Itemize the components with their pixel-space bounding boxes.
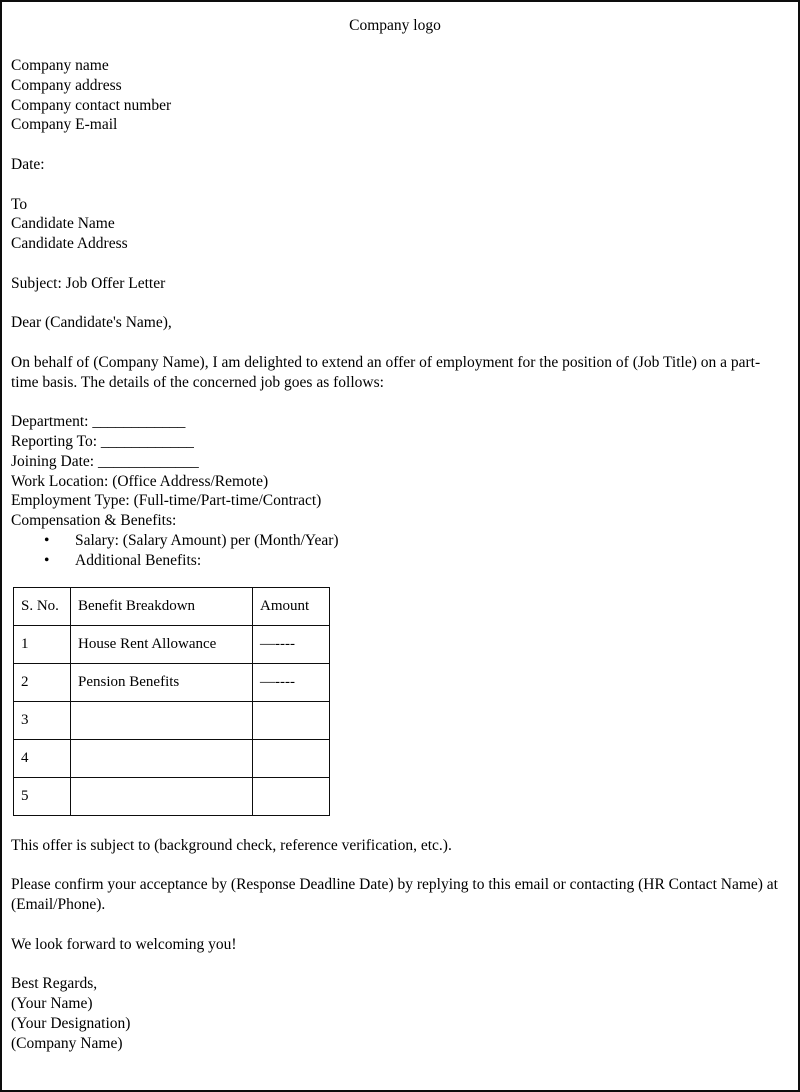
column-header-sno: S. No. [14, 587, 71, 625]
spacer [11, 855, 789, 875]
your-name-line: (Your Name) [11, 995, 93, 1013]
joining-date-line: Joining Date: _____________ [11, 452, 199, 470]
salary-bullet-label: Salary: (Salary Amount) per (Month/Year) [75, 532, 339, 550]
bullet-icon: • [44, 532, 50, 550]
cell-sno: 3 [14, 701, 71, 739]
cell-amount: —---- [253, 625, 330, 663]
company-name-signature-line: (Company Name) [11, 1034, 123, 1052]
column-header-amount: Amount [253, 587, 330, 625]
candidate-name-line: Candidate Name [11, 215, 115, 233]
conditions-paragraph-wrapper [11, 836, 789, 856]
company-address-line: Company address [11, 76, 122, 94]
your-designation-line: (Your Designation) [11, 1014, 131, 1032]
table-row [14, 777, 330, 815]
spacer [11, 392, 789, 412]
cell-benefit: House Rent Allowance [71, 625, 253, 663]
cell-benefit [71, 739, 253, 777]
cell-benefit: Pension Benefits [71, 663, 253, 701]
table-row [14, 701, 330, 739]
spacer [11, 915, 789, 935]
recipient-to-line: To [11, 195, 28, 213]
table-row [14, 739, 330, 777]
recipient-block [11, 195, 789, 254]
company-email-line: Company E-mail [11, 116, 118, 134]
spacer [11, 36, 789, 56]
work-location-line: Work Location: (Office Address/Remote) [11, 472, 269, 490]
spacer [11, 333, 789, 353]
cell-benefit [71, 701, 253, 739]
job-details-block [11, 412, 789, 531]
spacer [11, 175, 789, 195]
spacer [11, 954, 789, 974]
additional-benefits-bullet-label: Additional Benefits: [75, 551, 202, 569]
cell-amount [253, 777, 330, 815]
best-regards-line: Best Regards, [11, 975, 98, 993]
compensation-benefits-line: Compensation & Benefits: [11, 512, 177, 530]
candidate-address-line: Candidate Address [11, 235, 128, 253]
date-label: Date: [11, 155, 45, 173]
benefit-bullet-list [11, 531, 789, 571]
conditions-paragraph: This offer is subject to (background check, reference verification, etc.). [11, 836, 452, 854]
department-line: Department: ____________ [11, 413, 186, 431]
list-item [11, 531, 789, 551]
company-info-block [11, 56, 789, 135]
table-header-row [14, 587, 330, 625]
column-header-benefit: Benefit Breakdown [71, 587, 253, 625]
spacer [11, 294, 789, 314]
signature-block [11, 974, 789, 1053]
company-contact-line: Company contact number [11, 96, 172, 114]
company-name-line: Company name [11, 56, 109, 74]
cell-amount [253, 701, 330, 739]
cell-sno: 5 [14, 777, 71, 815]
intro-paragraph: On behalf of (Company Name), I am delighted to extend an offer of employment for the position of (Job Title) on a part-time basis. The details of the concerned job goes as follows: [11, 353, 761, 391]
spacer [11, 135, 789, 155]
employment-type-line: Employment Type: (Full-time/Part-time/Contract) [11, 492, 322, 510]
confirmation-paragraph: Please confirm your acceptance by (Response Deadline Date) by replying to this email or contacting (HR Contact Name) at (Email/Phone). [11, 876, 778, 914]
list-item [11, 551, 789, 571]
subject-line: Subject: Job Offer Letter [11, 274, 166, 292]
cell-amount [253, 739, 330, 777]
cell-sno: 2 [14, 663, 71, 701]
reporting-to-line: Reporting To: ____________ [11, 433, 194, 451]
cell-sno: 1 [14, 625, 71, 663]
spacer [11, 254, 789, 274]
bullet-icon: • [44, 551, 50, 569]
salutation-line: Dear (Candidate's Name), [11, 314, 172, 332]
benefits-table [13, 587, 330, 816]
cell-benefit [71, 777, 253, 815]
table-row [14, 663, 330, 701]
table-row [14, 625, 330, 663]
company-logo-header: Company logo [349, 17, 441, 34]
closing-paragraph: We look forward to welcoming you! [11, 935, 237, 953]
cell-sno: 4 [14, 739, 71, 777]
cell-amount: —---- [253, 663, 330, 701]
